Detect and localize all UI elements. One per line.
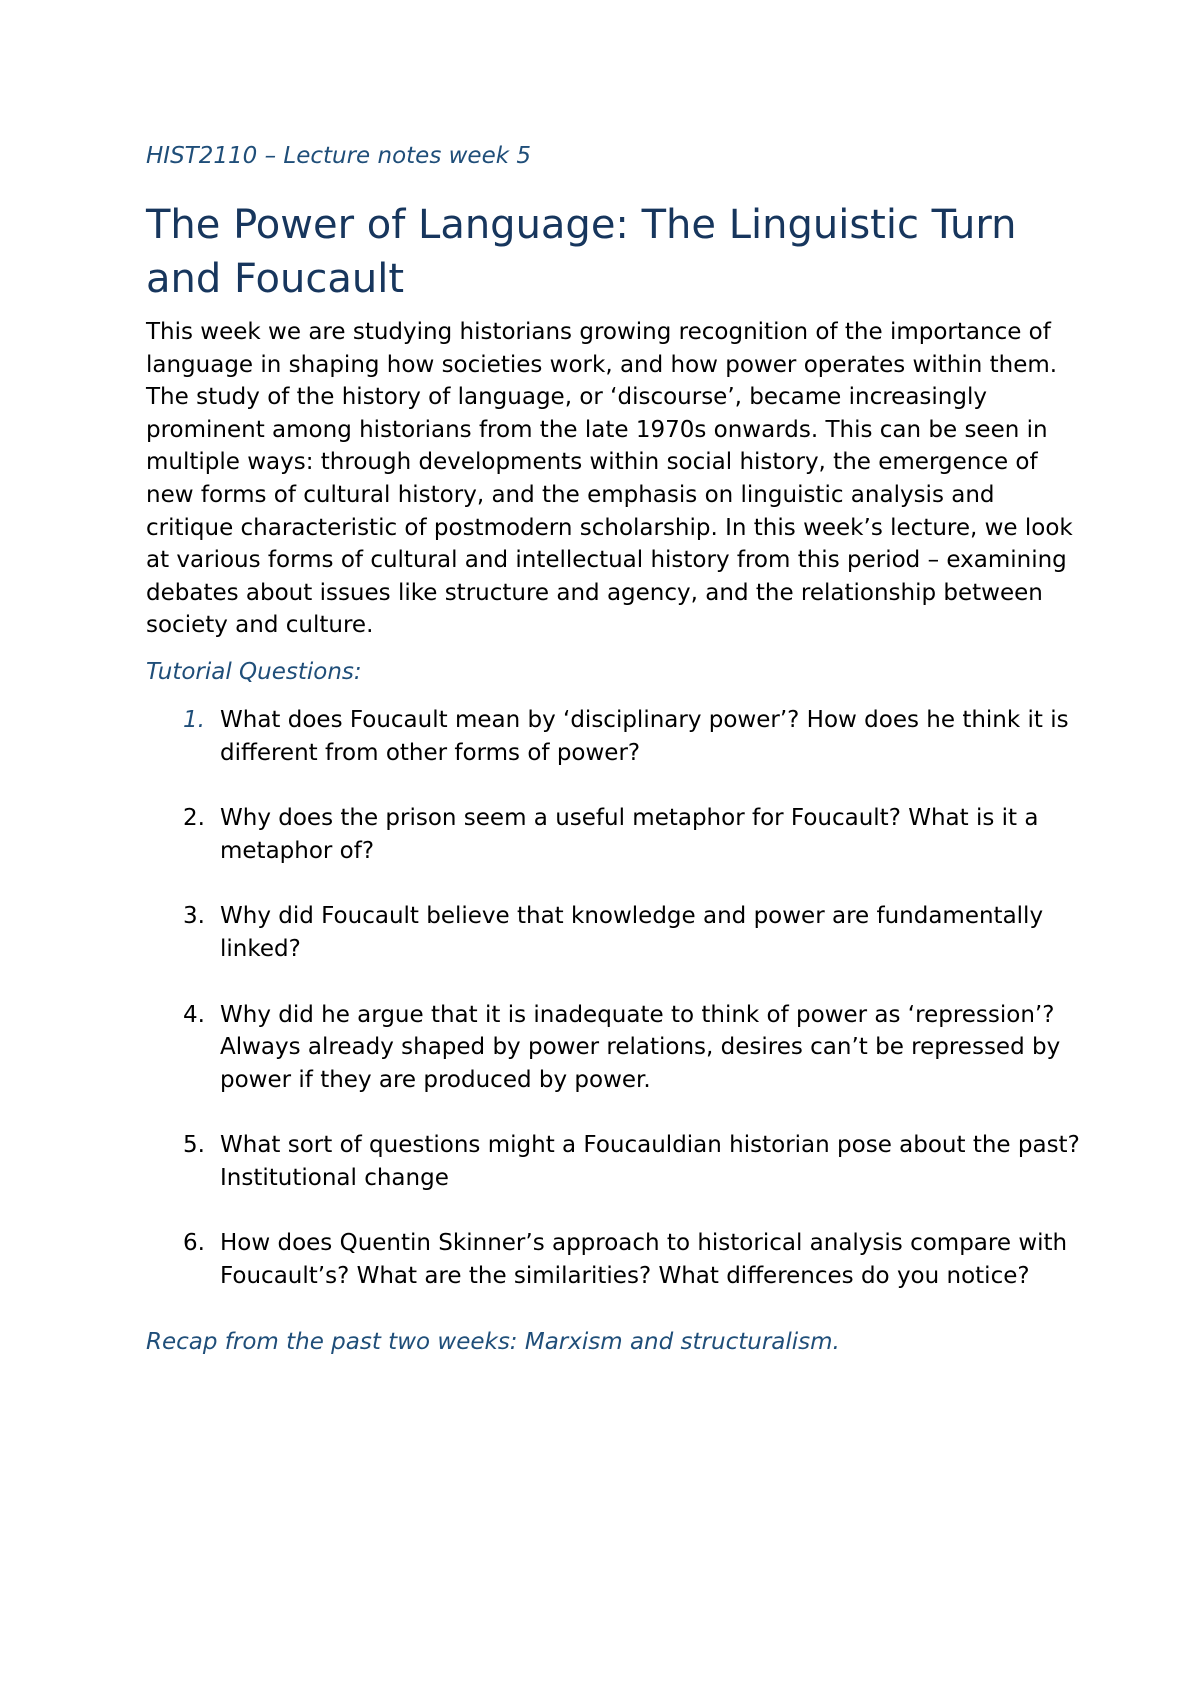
question-text: What sort of questions might a Foucauldian historian pose about the past? xyxy=(220,1132,1080,1159)
question-text: Why did he argue that it is inadequate to think of power as ‘repression’? xyxy=(220,1001,1055,1028)
question-number: 4. xyxy=(183,1001,205,1028)
question-item xyxy=(146,704,1086,769)
question-number: 5. xyxy=(183,1132,205,1159)
question-text: How does Quentin Skinner’s approach to historical analysis compare with Foucault’s? What are the similarities? What differences do you notice? xyxy=(220,1230,1068,1290)
question-number: 3. xyxy=(183,903,205,930)
question-item xyxy=(146,1227,1086,1292)
page-title: The Power of Language: The Linguistic Turn and Foucault xyxy=(146,202,1017,302)
question-item xyxy=(146,999,1086,1097)
question-note: Institutional change xyxy=(220,1164,449,1191)
tutorial-questions-heading: Tutorial Questions: xyxy=(146,658,362,685)
intro-paragraph: This week we are studying historians growing recognition of the importance of language in shaping how societies work, and how power operates within them. The study of the history of language, or ‘discourse’, became increasingly prominent among historians from the late 1970s onwards. This can be seen in multiple ways: through developments within social history, the emergence of new forms of cultural history, and the emphasis on linguistic analysis and critique characteristic of postmodern scholarship. In this week’s lecture, we look at various forms of cultural and intellectual history from this period – examining debates about issues like structure and agency, and the relationship between society and culture. xyxy=(146,319,1073,639)
question-item xyxy=(146,900,1086,965)
question-number: 6. xyxy=(183,1230,205,1257)
question-item xyxy=(146,1129,1086,1194)
question-number: 1. xyxy=(183,706,205,733)
question-text: Why did Foucault believe that knowledge and power are fundamentally linked? xyxy=(220,903,1044,962)
question-number: 2. xyxy=(183,805,205,832)
question-item xyxy=(146,802,1086,867)
course-line: HIST2110 – Lecture notes week 5 xyxy=(146,143,531,169)
questions-list xyxy=(146,704,1086,1293)
document-page xyxy=(146,140,1086,1358)
recap-line: Recap from the past two weeks: Marxism and structuralism. xyxy=(146,1328,840,1355)
question-text: What does Foucault mean by ‘disciplinary power’? How does he think it is different from other forms of power? xyxy=(220,706,1069,766)
question-text: Why does the prison seem a useful metaphor for Foucault? What is it a metaphor of? xyxy=(220,805,1039,864)
question-note: Always already shaped by power relations, desires can’t be repressed by power if they are produced by power. xyxy=(220,1034,1061,1093)
